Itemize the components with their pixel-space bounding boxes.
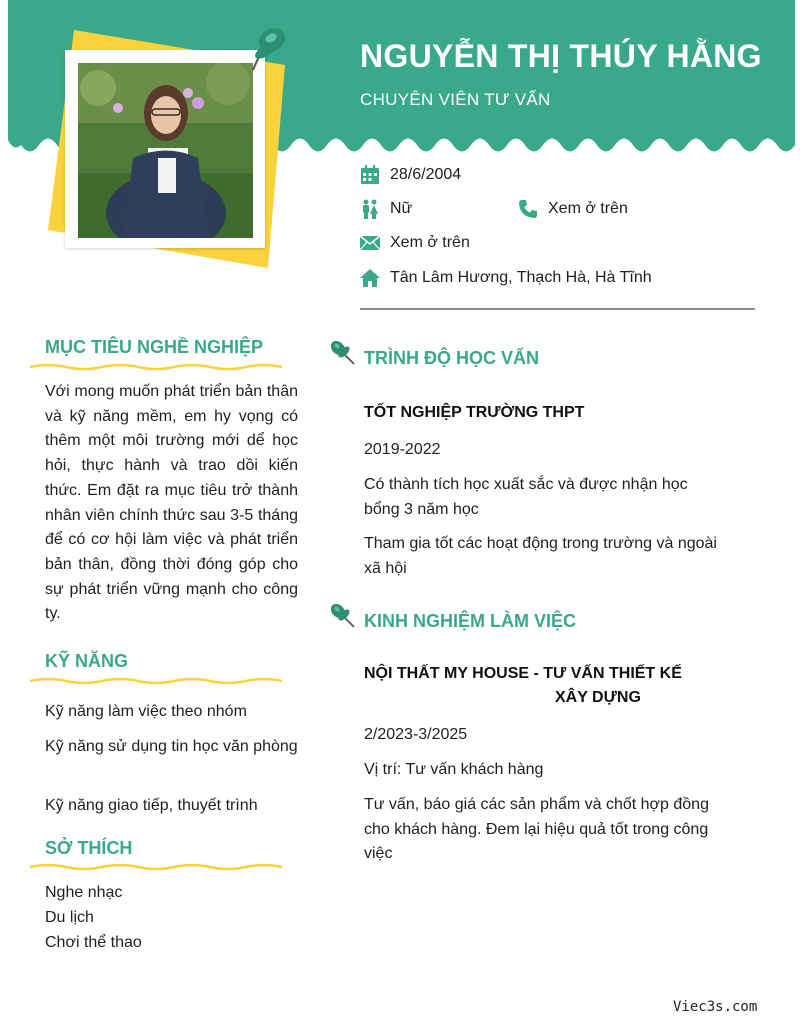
education-school: TỐT NGHIỆP TRƯỜNG THPT [364,404,585,421]
email-value: Xem ở trên [390,234,470,251]
profile-photo [78,63,253,238]
candidate-name: NGUYỄN THỊ THÚY HẰNG [360,38,762,74]
gender-value: Nữ [390,200,413,217]
contact-gender [360,199,412,219]
contact-phone [518,199,628,219]
education-period: 2019-2022 [364,441,441,458]
education-detail: Tham gia tốt các hoạt động trong trường và ngoài xã hội [364,535,717,577]
footer-brand[interactable]: Viec3s.com [673,999,758,1015]
contact-email [360,233,470,253]
objective-wave-divider [30,362,282,372]
pushpin-icon [328,601,356,629]
contact-address [360,268,652,288]
hobby-item: Du lịch [45,909,94,926]
objective-title: MỤC TIÊU NGHỀ NGHIỆP [45,337,264,357]
hobbies-wave-divider [30,862,282,872]
home-icon [360,268,380,288]
job-title: CHUYÊN VIÊN TƯ VẤN [360,90,551,109]
contact-birthday [360,165,461,185]
education-detail: Có thành tích học xuất sắc và được nhận học bổng 3 năm học [364,476,688,518]
experience-company: NỘI THẤT MY HOUSE - TƯ VẤN THIẾT KẾ [364,665,682,682]
experience-title: KINH NGHIỆM LÀM VIỆC [364,611,577,631]
experience-description: Tư vấn, báo giá các sản phẩm và chốt hợp đồng cho khách hàng. Đem lại hiệu quả tốt trong công việc [364,796,709,862]
address-value: Tân Lâm Hương, Thạch Hà, Hà Tĩnh [390,269,652,286]
calendar-icon [360,165,380,185]
skills-wave-divider [30,676,282,686]
objective-text: Với mong muốn phát triển bản thân và kỹ năng mềm, em hy vọng có thêm một môi trường mới dể học hỏi, thực hành và trao dồi kiến thức. Em đặt ra mục tiêu trở thành nhân viên chính thức sau 3-5 tháng để có cơ hội làm việc và phát triển bản thân, đồng thời đóng góp cho sự phát triển vững mạnh cho công ty. [45,383,298,623]
contact-divider [360,308,755,310]
hobby-item: Nghe nhạc [45,884,123,901]
gender-icon [360,199,380,219]
experience-company-continued: XÂY DỰNG [555,689,641,706]
skill-item: Kỹ năng làm việc theo nhóm [45,703,247,720]
pushpin-icon [328,338,356,366]
hobby-item: Chơi thể thao [45,934,142,951]
skills-title: KỸ NĂNG [45,651,129,671]
experience-period: 2/2023-3/2025 [364,726,468,743]
email-icon [360,233,380,253]
hobbies-title: SỞ THÍCH [45,838,133,858]
pushpin-icon [248,24,290,72]
education-title: TRÌNH ĐỘ HỌC VẤN [364,348,539,368]
phone-icon [518,199,538,219]
birthday-value: 28/6/2004 [390,166,462,183]
skill-item: Kỹ năng giao tiếp, thuyết trình [45,797,258,814]
skill-item: Kỹ năng sử dụng tin học văn phòng [45,738,298,755]
phone-value: Xem ở trên [548,200,628,217]
experience-position: Vị trí: Tư vấn khách hàng [364,761,544,778]
